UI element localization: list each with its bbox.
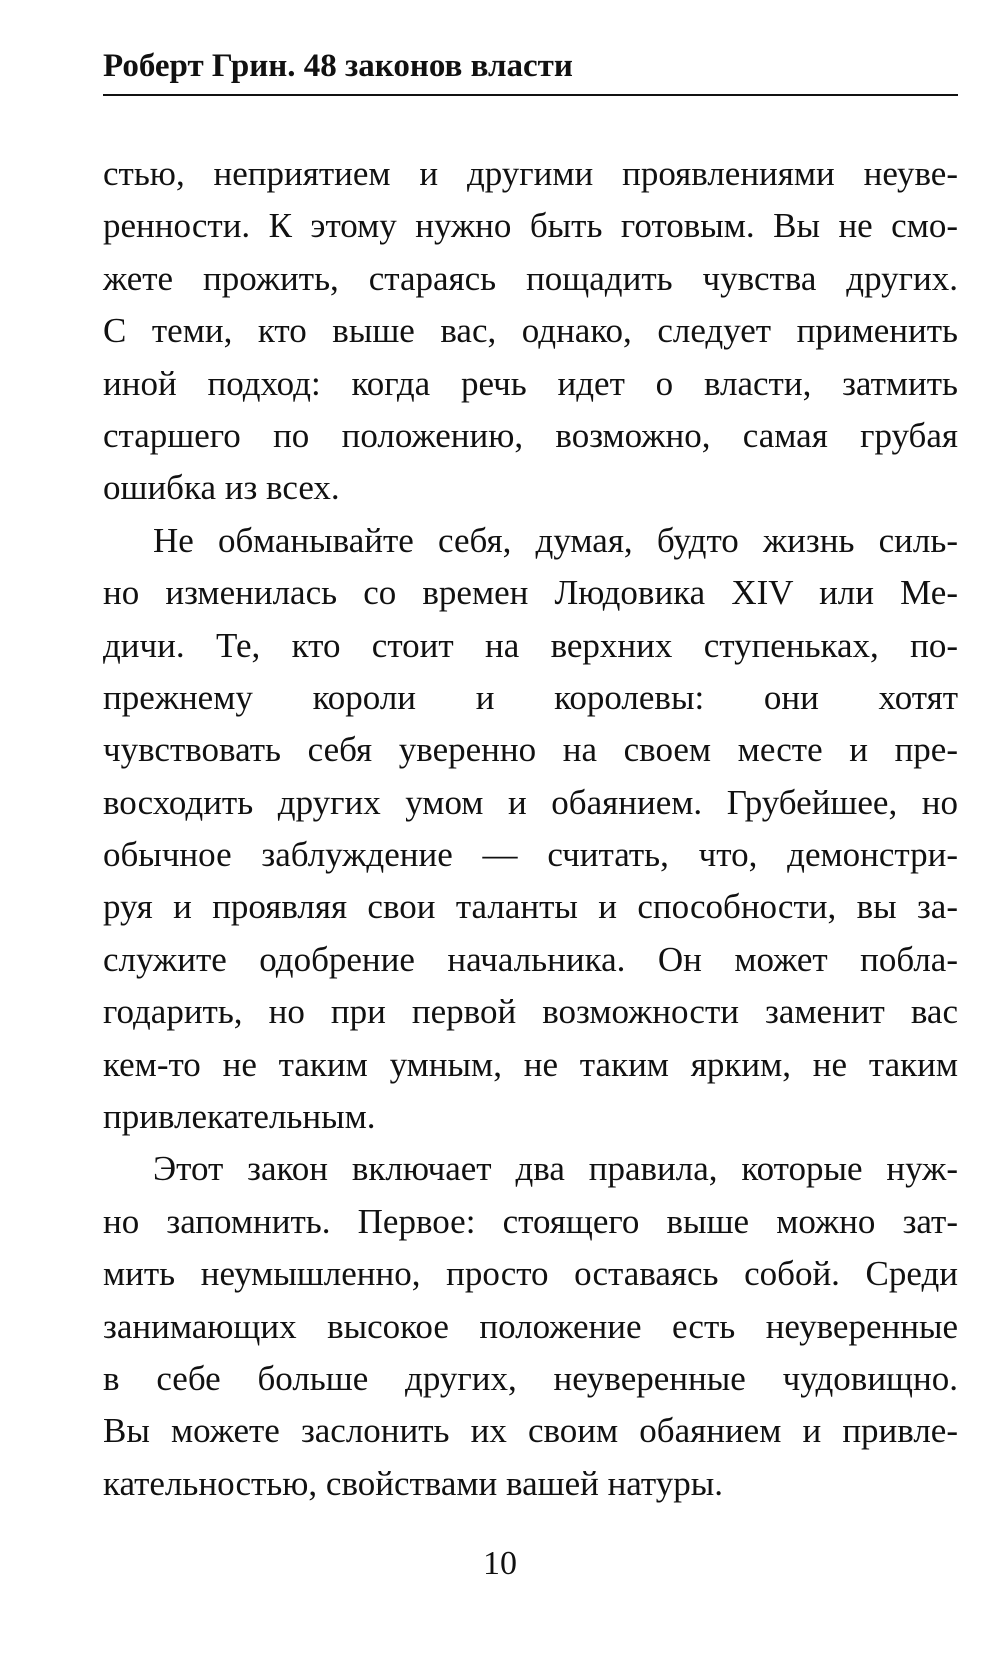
text-line: Не обманывайте себя, думая, будто жизнь силь-	[153, 520, 958, 560]
text-line: старшего по положению, возможно, самая грубая	[103, 415, 958, 455]
page-number: 10	[483, 1545, 517, 1582]
text-line: привлекательным.	[103, 1097, 376, 1137]
text-line: С теми, кто выше вас, однако, следует применить	[103, 311, 958, 351]
text-line: Этот закон включает два правила, которые нуж-	[153, 1149, 958, 1189]
text-line: чувствовать себя уверенно на своем месте и пре-	[103, 730, 958, 770]
text-line: стью, неприятием и другими проявлениями неуве-	[103, 154, 958, 193]
text-line: занимающих высокое положение есть неуверенные	[103, 1306, 958, 1346]
text-line: но изменилась со времен Людовика XIV или Ме-	[103, 573, 958, 613]
text-line: руя и проявляя свои таланты и способности, вы за-	[103, 887, 958, 927]
text-line: Вы можете заслонить их своим обаянием и привле-	[103, 1411, 958, 1451]
text-line: обычное заблуждение — считать, что, демонстри-	[103, 835, 958, 875]
running-title: Роберт Грин. 48 законов власти	[103, 48, 573, 84]
text-line: но запомнить. Первое: стоящего выше можно зат-	[103, 1201, 958, 1241]
text-line: мить неумышленно, просто оставаясь собой. Среди	[103, 1254, 958, 1294]
header-rule	[103, 94, 958, 96]
text-line: восходить других умом и обаянием. Грубейшее, но	[103, 782, 958, 822]
text-line: в себе больше других, неуверенные чудовищно.	[103, 1358, 958, 1398]
text-line: иной подход: когда речь идет о власти, затмить	[103, 363, 958, 403]
text-line: дичи. Те, кто стоит на верхних ступеньках, по-	[103, 625, 958, 665]
text-line: кем-то не таким умным, не таким ярким, не таким	[103, 1044, 958, 1084]
text-line: кательностью, свойствами вашей натуры.	[103, 1463, 724, 1503]
text-line: служите одобрение начальника. Он может побла-	[103, 939, 958, 979]
body-text	[103, 148, 958, 1510]
text-line: жете прожить, стараясь пощадить чувства других.	[103, 258, 958, 298]
text-line: ошибка из всех.	[103, 468, 340, 508]
text-line: прежнему короли и королевы: они хотят	[103, 677, 958, 717]
text-line: ренности. К этому нужно быть готовым. Вы не смо-	[103, 206, 958, 246]
text-line: годарить, но при первой возможности заменит вас	[103, 992, 958, 1032]
